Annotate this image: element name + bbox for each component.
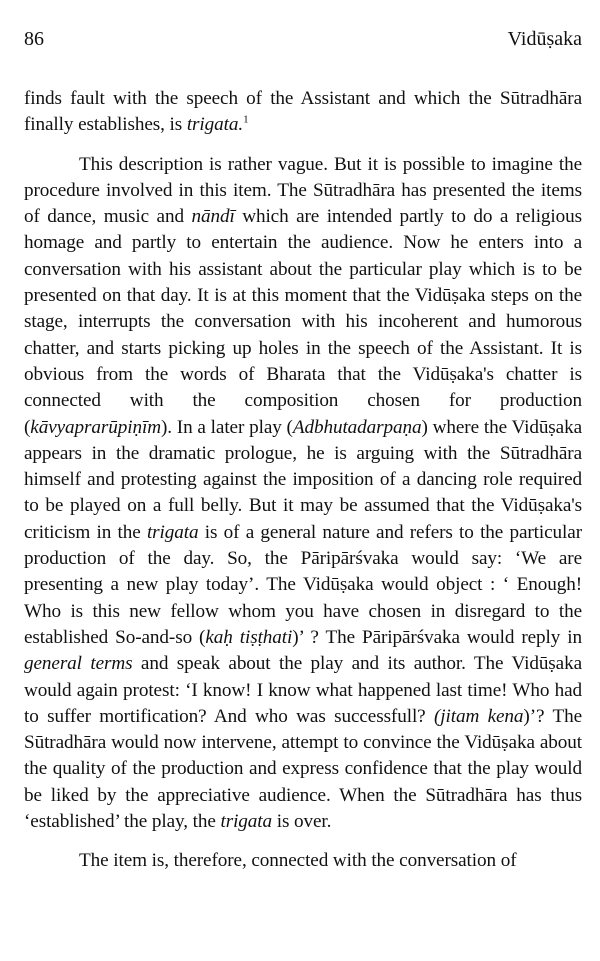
italic-term: trigata bbox=[220, 811, 273, 833]
italic-term: Adbhutadarpaṇa bbox=[292, 416, 422, 438]
text-run: ) where the Vidūṣaka appears in the dramatic prologue, he is arguing with the Sūtradhāra himself and protesting against the imposition of a dancing role required to be played on a full belly. But it may be assumed that the Vidūṣaka's criticism in the bbox=[24, 416, 582, 543]
text-run: finds fault with the speech of the Assistant and which the Sūtradhāra finally establishes, is bbox=[24, 88, 582, 136]
text-run: and speak about the play and its author. The Vidūṣaka would again protest: ‘I know! I know what happened last time! Who had to suffer mortification? And who was successfull? bbox=[24, 653, 583, 727]
paragraph-2 bbox=[24, 152, 582, 836]
page-body bbox=[24, 86, 582, 875]
italic-term: general terms bbox=[24, 653, 133, 675]
italic-term: (jitam kena bbox=[433, 705, 524, 727]
text-run: ). In a later play ( bbox=[160, 416, 293, 438]
text-run: )’ ? The Pāripārśvaka would reply in bbox=[292, 626, 582, 648]
text-run: is over. bbox=[272, 811, 332, 833]
paragraph-3 bbox=[24, 848, 582, 874]
italic-term: kāvyaprarūpiṇīm bbox=[30, 416, 161, 438]
text-run: The item is, therefore, connected with the conversation of bbox=[79, 850, 517, 872]
text-run: )’? The Sūtradhāra would now intervene, attempt to convince the Vidūṣaka about the quality of the production and express confidence that the play would be liked by the appreciative audience. When the Sūtradhāra has thus ‘established’ the play, the bbox=[24, 705, 582, 833]
text-run: This description is rather vague. But it is possible to imagine the procedure involved in this item. The Sūtradhāra has presented the items of dance, music and bbox=[24, 153, 582, 228]
page-number: 86 bbox=[24, 28, 44, 50]
italic-term: trigata bbox=[146, 521, 199, 543]
text-run: which are intended partly to do a religious homage and partly to entertain the audience. Now he enters into a conversation with his assistant about the particular play which is to be presented on that day. It is at this moment that the Vidūṣaka steps on the stage, interrupts the conversation with his incoherent and humorous chatter, and starts picking up holes in the speech of the Assistant. It is obvious from the words of Bharata that the Vidūṣaka's chatter is connected with the composition chosen for production ( bbox=[24, 206, 583, 438]
running-title: Vidūṣaka bbox=[507, 28, 582, 50]
text-run: is of a general nature and refers to the particular production of the day. So, the Pāripārśvaka would say: ‘We are presenting a new play today’. The Vidūṣaka would object : ‘ Enough! Who is this new fellow whom you have chosen in disregard to the established So-and-so ( bbox=[24, 521, 582, 648]
footnote-ref: 1 bbox=[243, 113, 249, 126]
paragraph-1 bbox=[24, 86, 582, 139]
italic-term: kaḥ tiṣṭhati bbox=[205, 626, 293, 648]
italic-term: trigata. bbox=[186, 114, 244, 136]
page-header bbox=[24, 27, 582, 51]
italic-term: nāndī bbox=[191, 206, 235, 228]
